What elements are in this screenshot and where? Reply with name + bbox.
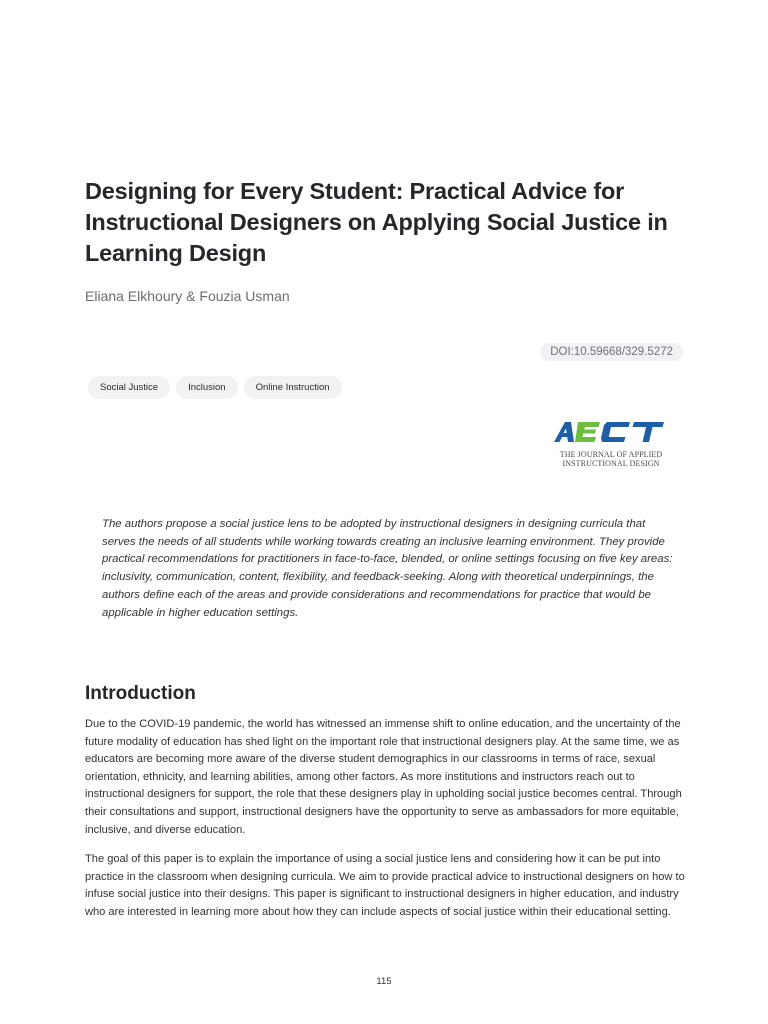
tag-inclusion[interactable]: Inclusion — [176, 376, 238, 399]
tag-online-instruction[interactable]: Online Instruction — [244, 376, 342, 399]
article-authors: Eliana Elkhoury & Fouzia Usman — [85, 288, 290, 304]
aect-logo-mark — [552, 420, 670, 446]
tag-social-justice[interactable]: Social Justice — [88, 376, 170, 399]
page-number: 115 — [376, 976, 392, 987]
article-title: Designing for Every Student: Practical Advice for Instructional Designers on Applying Social Justice in Learning Design — [85, 178, 668, 266]
section-heading-introduction: Introduction — [85, 683, 196, 704]
introduction-paragraph-1: Due to the COVID-19 pandemic, the world has witnessed an immense shift to online education, and the uncertainty of the future modality of education has shed light on the important role that instructional designers play. At the same time, we as educators are becoming more aware of the diverse student demographics in our classrooms in terms of race, sexual orientation, ethnicity, and learning abilities, among other factors. As more institutions and instructors reach out to instructional designers for support, the role that these designers play in upholding social justice becomes central. Through their consultations and support, instructional designers have the opportunity to serve as ambassadors for more equitable, inclusive, and diverse education. — [85, 718, 682, 836]
doi-badge[interactable]: DOI:10.59668/329.5272 — [540, 343, 683, 361]
journal-logo-text: THE JOURNAL OF APPLIED INSTRUCTIONAL DESIGN — [559, 450, 663, 468]
tag-list — [88, 376, 342, 399]
abstract: The authors propose a social justice lens to be adopted by instructional designers in designing curricula that serves the needs of all students while working towards creating an inclusive learning environment. They provide practical recommendations for practitioners in face-to-face, blended, or online settings focusing on five key areas: inclusivity, communication, content, flexibility, and feedback-seeking. Along with theoretical underpinnings, the authors define each of the areas and provide considerations and recommendations for practice that would be applicable in higher education settings. — [102, 518, 673, 619]
introduction-paragraph-2: The goal of this paper is to explain the importance of using a social justice lens and considering how it can be put into practice in the classroom when designing curricula. We aim to provide practical advice to instructional designers on how to infuse social justice into their designs. This paper is significant to instructional designers in higher education, and industry who are interested in learning more about how they can include aspects of social justice within their educational setting. — [85, 853, 685, 918]
journal-logo — [552, 420, 670, 468]
